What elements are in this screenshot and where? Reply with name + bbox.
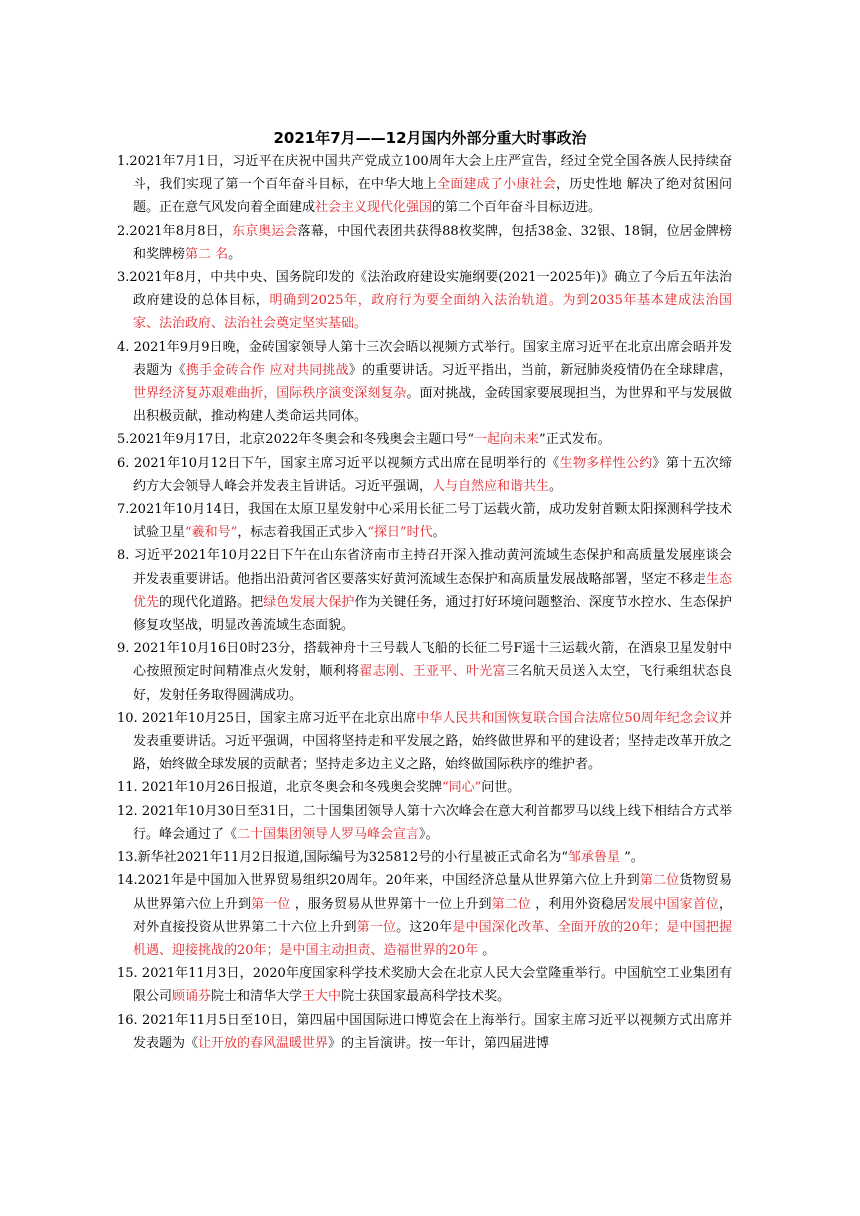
highlight-text: 世界经济复苏艰难曲折，国际秩序演变深刻复杂 <box>133 386 407 402</box>
highlight-text: 第一位 <box>251 896 291 912</box>
highlight-text: 翟志刚、王亚平、叶光富 <box>359 664 506 680</box>
news-item <box>117 452 732 498</box>
item-text: 》第十五次缔约方大会领导人峰会并发表主旨讲话。习近平强调， <box>133 455 732 494</box>
item-text: 问世。 <box>481 780 521 796</box>
highlight-text: 绿色发展大保护 <box>263 594 355 610</box>
highlight-text: 生物多样性公约 <box>559 455 653 471</box>
item-text: 作为关键任务，通过打好环境问题整治、深度节水控水、生态保护修复攻坚战，明显改善流域生态面貌。 <box>133 594 732 634</box>
highlight-text: 生态优先 <box>133 571 732 610</box>
item-text: ，服务贸易从世界第十一位上升到 <box>290 896 492 912</box>
news-item <box>117 428 732 451</box>
item-text: 。 <box>549 478 563 494</box>
highlight-text: 王大中 <box>302 989 342 1005</box>
highlight-text: 顾诵芬 <box>172 989 212 1005</box>
news-item <box>117 266 732 336</box>
item-text: 12. 2021年10月30日至31日，二十国集团领导人第十六次峰会在意大利首都罗马以线上线下相结合方式举行。峰会通过了《 <box>117 803 732 842</box>
news-item <box>117 336 732 429</box>
news-item-list <box>117 150 732 1055</box>
item-text: 》的主旨演讲。按一年计，第四届进博 <box>328 1035 550 1051</box>
item-text: 。 <box>432 525 446 541</box>
document-title: 2021年7月——12月国内外部分重大时事政治 <box>273 129 587 147</box>
highlight-text: “探日”时代 <box>367 525 433 541</box>
highlight-text: 发展中国家首位 <box>627 896 719 912</box>
item-text: 9. 2021年10月16日0时23分，搭载神舟十三号载人飞船的长征二号F遥十三运载火箭，在酒泉卫星发射中心按照预定时间精准点火发射，顺利将 <box>117 641 732 680</box>
news-item <box>117 544 732 637</box>
item-text: 10. 2021年10月25日，国家主席习近平在北京出席 <box>117 710 417 726</box>
news-item <box>117 637 732 707</box>
item-text: 15. 2021年11月3日，2020年度国家科学技术奖励大会在北京人民大会堂隆重举行。中国航空工业集团有限公司 <box>117 966 732 1005</box>
item-text: 2.2021年8月8日， <box>117 223 232 239</box>
item-text: 。这20年 <box>396 919 453 935</box>
item-text: ，标志着我国正式步入 <box>237 525 368 541</box>
item-text: 14.2021年是中国加入世界贸易组织20周年。20年来，中国经济总量从世界第六位上升到 <box>117 873 640 889</box>
highlight-text: 二十国集团领导人罗马峰会宣言 <box>237 826 420 842</box>
highlight-text: 让开放的春风温暖世界 <box>198 1035 329 1051</box>
item-text: 8. 习近平2021年10月22日下午在山东省济南市主持召开深入推动黄河流域生态保护和高质量发展座谈会并发表重要讲话。他指出沿黄河省区要落实好黄河流域生态保护和高质量发展战略部署，坚定不移走 <box>117 548 732 587</box>
item-text: 16. 2021年11月5日至10日，第四届中国国际进口博览会在上海举行。国家主席习近平以视频方式出席并发表题为《 <box>117 1012 732 1051</box>
item-text: 货物贸易从世界第六位上升到 <box>133 873 732 912</box>
highlight-text: 是中国深化改革、全面开放的20年；是中国把握机遇、迎接挑战的20年；是中国主动担责、造福世界的20年 <box>133 919 732 958</box>
item-text: 。 <box>228 246 242 262</box>
news-item <box>117 846 732 869</box>
item-text: 5.2021年9月17日，北京2022年冬奥会和冬残奥会主题口号“ <box>117 432 475 448</box>
item-text: 院士和清华大学 <box>211 989 303 1005</box>
item-text: ”。 <box>620 850 644 866</box>
highlight-text: 携手金砖合作 应对共同挑战 <box>185 362 349 378</box>
item-text: 的第二个百年奋斗目标迈进。 <box>432 200 602 216</box>
item-text: 》。 <box>419 826 439 842</box>
item-text: 三名航天员送入太空，飞行乘组状态良好，发射任务取得圆满成功。 <box>133 664 732 703</box>
news-item <box>117 150 732 220</box>
item-text: 1.2021年7月1日，习近平在庆祝中国共产党成立100周年大会上庄严宣告，经过全党全国各族人民持续奋斗，我们实现了第一个百年奋斗目标，在中华大地上 <box>117 154 732 193</box>
highlight-text: 人与自然应和谐共生 <box>432 478 550 494</box>
news-item <box>117 800 732 846</box>
highlight-text: “同心” <box>441 780 482 796</box>
news-item <box>117 1009 732 1055</box>
item-text: 的现代化道路。把 <box>159 594 264 610</box>
item-text: 院士获国家最高科学技术奖。 <box>341 989 511 1005</box>
item-text: 》的重要讲话。习近平指出，当前，新冠肺炎疫情仍在全球肆虐， <box>348 362 732 378</box>
highlight-text: 第二位 <box>491 896 531 912</box>
item-text: 6. 2021年10月12日下午，国家主席习近平以视频方式出席在昆明举行的《 <box>117 455 560 471</box>
news-item <box>117 498 732 544</box>
item-text: 落幕，中国代表团共获得88枚奖牌，包括38金、32银、18铜，位居金牌榜和奖牌榜 <box>133 223 733 262</box>
highlight-text: 东京奥运会 <box>231 223 298 239</box>
highlight-text: 第二 名 <box>185 246 229 262</box>
highlight-text: 明确到2025年，政府行为要全面纳入法治轨道。为到2035年基本建成法治国家、法治政府、法治社会奠定坚实基础。 <box>133 293 732 332</box>
news-item <box>117 869 732 962</box>
item-text: 4. 2021年9月9日晚，金砖国家领导人第十三次会晤以视频方式举行。国家主席习近平在北京出席会晤并发表题为《 <box>117 339 732 378</box>
highlight-text: 全面建成了小康社会 <box>437 177 556 193</box>
item-text: 。 <box>478 942 496 958</box>
highlight-text: 中华人民共和国恢复联合国合法席位50周年纪念会议 <box>416 710 719 726</box>
news-item <box>117 707 732 777</box>
highlight-text: 邹承鲁星 <box>567 850 620 866</box>
item-text: ，历史性地 解决了绝对贫困问题。正在意气风发向着全面建成 <box>133 177 732 216</box>
item-text: ”正式发布。 <box>539 432 611 448</box>
item-text: 。面对挑战，金砖国家要展现担当，为世界和平与发展做出积极贡献，推动构建人类命运共同体。 <box>133 386 732 425</box>
highlight-text: 第一位 <box>356 919 397 935</box>
highlight-text: 社会主义现代化强国 <box>315 200 433 216</box>
news-item <box>117 220 732 266</box>
highlight-text: 第二位 <box>639 873 680 889</box>
item-text: 并发表重要讲话。习近平强调，中国将坚持走和平发展之路，始终做世界和平的建设者；坚持走改革开放之路，始终做全球发展的贡献者；坚持走多边主义之路，始终做国际秩序的维护者。 <box>133 710 732 773</box>
item-text: 7.2021年10月14日，我国在太原卫星发射中心采用长征二号丁运载火箭，成功发射首颗太阳探测科学技术试验卫星 <box>117 502 732 541</box>
item-text: ，对外直接投资从世界第二十六位上升到 <box>133 896 732 935</box>
item-text: 3.2021年8月，中共中央、国务院印发的《法治政府建设实施纲要(2021一2025年)》确立了今后五年法治政府建设的总体目标， <box>117 270 732 309</box>
highlight-text: “羲和号” <box>185 525 238 541</box>
item-text: ，利用外资稳居 <box>530 896 628 912</box>
highlight-text: 一起向未来 <box>474 432 540 448</box>
news-item <box>117 776 732 799</box>
news-item <box>117 962 732 1008</box>
item-text: 11. 2021年10月26日报道，北京冬奥会和冬残奥会奖牌 <box>117 780 442 796</box>
item-text: 13.新华社2021年11月2日报道,国际编号为325812号的小行星被正式命名为“ <box>117 850 568 866</box>
